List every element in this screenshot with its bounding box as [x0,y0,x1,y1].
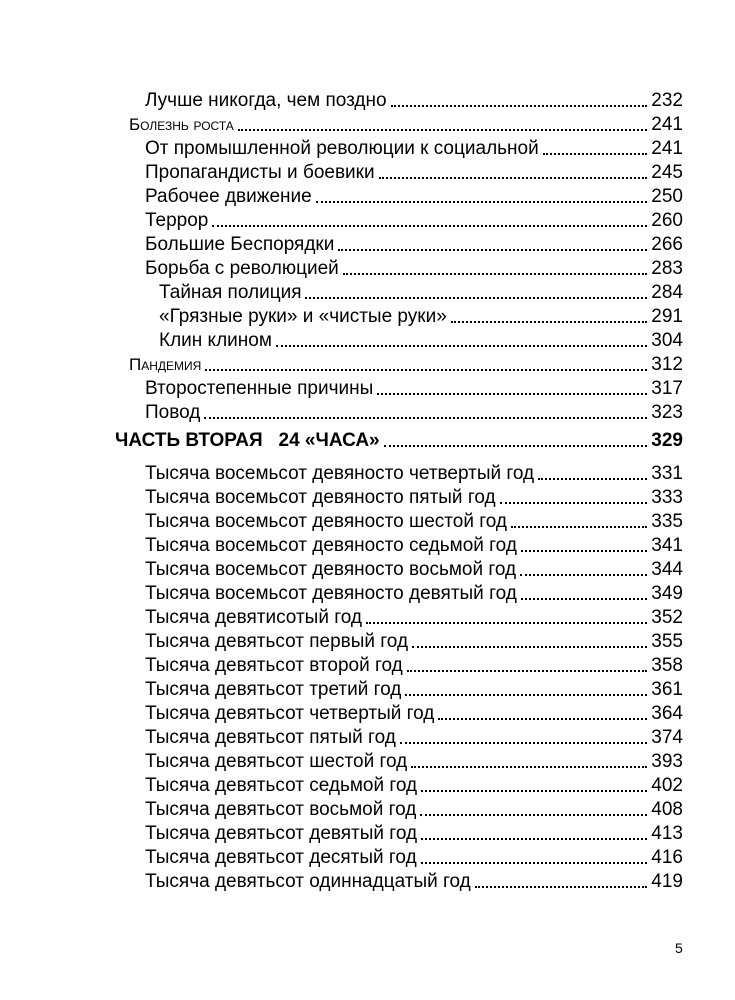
toc-entry [145,869,683,893]
dot-leader [338,249,647,251]
dot-leader [521,598,647,600]
toc-entry [145,653,683,677]
dot-leader [379,177,648,179]
toc-entry-title: Тысяча девятьсот одиннадцатый год [145,871,471,892]
toc-entry-title: Тысяча девятьсот седьмой год [145,775,418,796]
toc-entry-title: Террор [145,210,209,231]
dot-leader [500,502,648,504]
toc-entry-page: 358 [651,655,683,676]
toc-entry-title: Болезнь роста [129,115,234,134]
toc-entry [145,184,683,208]
dot-leader [412,646,647,648]
toc-entry-page: 333 [651,487,683,508]
dot-leader [538,478,647,480]
toc-entry-page: 361 [651,679,683,700]
toc-entry-page: 283 [651,258,683,279]
toc-entry-page: 284 [651,282,683,303]
toc-entry-title: Тысяча девятьсот шестой год [145,751,408,772]
toc-entry-page: 374 [651,727,683,748]
toc-entry-title: Тысяча девятьсот восьмой год [145,799,417,820]
toc-entry-title: Второстепенные причины [145,378,374,399]
toc-entry [145,533,683,557]
dot-leader [316,201,648,203]
dot-leader [421,790,647,792]
dot-leader [520,574,647,576]
toc-entry [159,328,683,352]
toc-entry [145,208,683,232]
toc-entry [145,400,683,424]
toc-entry [145,88,683,112]
dot-leader [407,670,648,672]
toc-entry [145,773,683,797]
dot-leader [377,393,647,395]
toc-entry-page: 232 [651,90,683,111]
toc-entry-title: ЧАСТЬ ВТОРАЯ 24 «ЧАСА» [115,430,380,451]
toc-entry-title: Тысяча девятисотый год [145,607,362,628]
dot-leader [451,321,648,323]
dot-leader [543,153,648,155]
toc-entry-title: Тысяча восемьсот девяносто восьмой год [145,559,517,580]
toc-entry-page: 349 [651,583,683,604]
toc-entry-title: Тысяча восемьсот девяносто четвертый год [145,463,535,484]
toc-entry-title: Тысяча восемьсот девяносто шестой год [145,511,508,532]
toc-entry-page: 250 [651,186,683,207]
toc-entry [145,605,683,629]
toc-entry [145,256,683,280]
toc-entry [129,112,683,136]
toc-entry [145,160,683,184]
dot-leader [400,742,647,744]
toc-entry-title: Повод [145,402,201,423]
toc-entry-title: Тысяча девятьсот девятый год [145,823,418,844]
toc-entry [145,376,683,400]
toc-entry-title: Пандемия [129,355,202,374]
dot-leader [405,694,647,696]
toc-entry [159,280,683,304]
toc-entry [145,485,683,509]
toc-entry [145,461,683,485]
toc-entry [145,845,683,869]
toc-entry-title: Тысяча девятьсот пятый год [145,727,396,748]
toc-entry-page: 344 [651,559,683,580]
toc-entry-title: Лучше никогда, чем поздно [145,90,387,111]
toc-entry [145,725,683,749]
toc-entry [145,509,683,533]
toc-entry-page: 355 [651,631,683,652]
page-number: 5 [675,940,683,956]
toc-entry-page: 352 [651,607,683,628]
toc-entry-page: 413 [651,823,683,844]
dot-leader [438,718,647,720]
dot-leader [521,550,647,552]
toc-entry-title: «Грязные руки» и «чистые руки» [159,306,447,327]
toc-entry-title: Борьба с революцией [145,258,339,279]
toc-entry-page: 331 [651,463,683,484]
toc-entry [145,749,683,773]
toc-entry-page: 402 [651,775,683,796]
toc-entry-page: 364 [651,703,683,724]
toc-entry-page: 335 [651,511,683,532]
toc-entry-page: 393 [651,751,683,772]
toc-entry-page: 416 [651,847,683,868]
toc-entry [145,136,683,160]
toc-entry-page: 312 [651,354,683,375]
dot-leader [343,273,648,275]
toc-entry [145,821,683,845]
dot-leader [205,369,647,371]
dot-leader [238,129,648,131]
toc-entry-title: Тысяча девятьсот второй год [145,655,403,676]
toc-entry-title: Тысяча девятьсот десятый год [145,847,417,868]
toc-entry [145,232,683,256]
dot-leader [391,105,648,107]
toc-entry-title: Большие Беспорядки [145,234,335,255]
toc-entry-title: От промышленной революции к социальной [145,138,539,159]
toc-entry-title: Тысяча девятьсот третий год [145,679,402,700]
toc-entry [145,677,683,701]
toc-entry-title: Тысяча девятьсот четвертый год [145,703,435,724]
toc-entry [145,557,683,581]
toc-entry-page: 317 [651,378,683,399]
toc-entry-page: 241 [651,114,683,135]
dot-leader [305,297,647,299]
toc-entry-title: Рабочее движение [145,186,312,207]
toc-entry [145,629,683,653]
toc-entry-page: 329 [651,430,683,451]
toc-entry-page: 291 [651,306,683,327]
toc-entry-page: 245 [651,162,683,183]
toc-part-heading [115,428,683,452]
dot-leader [212,225,647,227]
toc-entry-page: 419 [651,871,683,892]
toc-entry-title: Пропагандисты и боевики [145,162,375,183]
toc-entry-title: Тысяча восемьсот девяносто седьмой год [145,535,517,556]
dot-leader [421,838,647,840]
dot-leader [475,886,648,888]
toc-entry-page: 323 [651,402,683,423]
dot-leader [421,862,648,864]
toc-entry-title: Тысяча восемьсот девяносто пятый год [145,487,496,508]
dot-leader [276,345,647,347]
dot-leader [420,814,647,816]
toc-entry-page: 266 [651,234,683,255]
dot-leader [511,526,647,528]
dot-leader [204,417,647,419]
toc-entry-page: 260 [651,210,683,231]
dot-leader [366,622,647,624]
toc-entry-title: Тысяча девятьсот первый год [145,631,409,652]
toc-entry-page: 241 [651,138,683,159]
toc-entry [145,797,683,821]
toc-entry [145,701,683,725]
toc-entry-page: 408 [651,799,683,820]
dot-leader [411,766,647,768]
toc-entry [159,304,683,328]
dot-leader [384,445,648,447]
toc-entry-title: Тысяча восемьсот девяносто девятый год [145,583,517,604]
toc-entry-page: 304 [651,330,683,351]
toc-entry [129,352,683,376]
toc-entry-title: Тайная полиция [159,282,302,303]
toc-entry-page: 341 [651,535,683,556]
toc-entry-title: Клин клином [159,330,272,351]
toc-entry [145,581,683,605]
